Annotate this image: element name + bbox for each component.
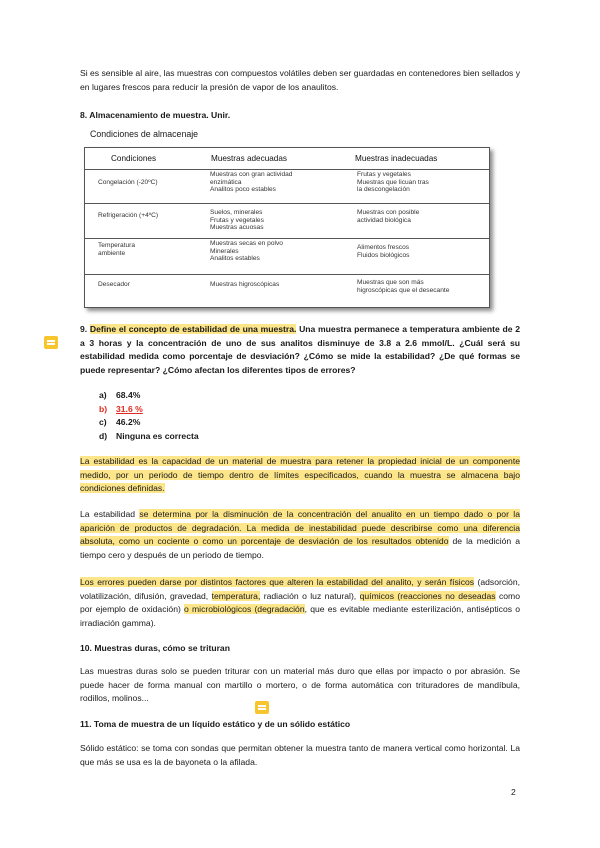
storage-conditions-table [84, 147, 490, 308]
page-number: 2 [511, 787, 516, 797]
table-header: Condiciones [111, 154, 157, 163]
section-8-heading: 8. Almacenamiento de muestra. Unir. [80, 110, 231, 120]
table-header: Muestras adecuadas [211, 154, 288, 163]
option-a: a) 68.4% [99, 390, 141, 400]
section-11-body: Sólido estático: se toma con sondas que permitan obtener la muestra tanto de manera vertical como horizontal. La que más se usa es la de bayoneta o la afilada. [80, 743, 520, 767]
table-cell: Alimentos frescos Fluidos biológicos [357, 244, 410, 259]
comment-icon[interactable] [44, 336, 58, 349]
table-cell: Desecador [98, 281, 130, 288]
table-cell: Muestras con posible actividad biológica [357, 209, 420, 224]
section-11-heading: 11. Toma de muestra de un líquido estático y de un sólido estático [80, 719, 351, 729]
paragraph-errors: Los errores pueden darse por distintos factores que alteren la estabilidad del analito, y serán físicos (adsorción, volatilización, difusión, gravedad, temperatura, radiación o luz natural), químicos (reacciones no deseadas como por ejemplo de oxidación) o microbiológicos (degradación, que es evitable mediante esterilización, antisépticos o irradiación gamma). [80, 577, 521, 628]
section-10-heading: 10. Muestras duras, cómo se trituran [80, 643, 230, 653]
table-cell: Muestras secas en polvo Minerales Analitos estables [210, 240, 283, 263]
table-cell: Muestras con gran actividad enzimática Analitos poco estables [210, 171, 293, 194]
question-9-highlight: Define el concepto de estabilidad de una muestra. [89, 324, 297, 334]
comment-icon[interactable] [255, 701, 269, 714]
question-9: 9. Define el concepto de estabilidad de una muestra. Una muestra permanece a temperatura ambiente de 2 a 3 horas y la concentración de uno de sus analitos disminuye de 3.8 a 2.6 mmol/L. ¿Cuál será su estabilidad medida como porcentaje de desviación? ¿Cómo se mide la estabilidad? ¿De qué formas se puede representar? ¿Cómo afectan los diferentes tipos de errores? [80, 324, 520, 375]
option-d: d) Ninguna es correcta [99, 431, 199, 441]
table-cell: Congelación (-20ºC) [98, 179, 158, 186]
paragraph-measurement: La estabilidad se determina por la disminución de la concentración del anualito en un tiempo dado o por la aparición de productos de degradación. La medida de inestabilidad puede describirse como una diferencia absoluta, como un cociente o como un porcentaje de desviación de los resultados obtenido de la medición a tiempo cero y después de un periodo de tiempo. [80, 509, 520, 560]
table-caption: Condiciones de almacenaje [90, 129, 199, 139]
table-header: Muestras inadecuadas [355, 154, 438, 163]
table-cell: Frutas y vegetales Muestras que licuan tras la descongelación [357, 171, 429, 194]
section-10-body: Las muestras duras solo se pueden triturar con un material más duro que ellas por impacto o por abrasión. Se puede hacer de forma manual con martillo o mortero, o de forma automática con trituradores de mandíbula, rodillos, molinos... [80, 666, 520, 703]
paragraph-definition: La estabilidad es la capacidad de un material de muestra para retener la propiedad inicial de un componente medido, por un periodo de tiempo dentro de límites especificados, cuando la muestra se almacena bajo condiciones definidas. [80, 456, 520, 493]
option-c: c) 46.2% [99, 417, 141, 427]
table-cell: Suelos, minerales Frutas y vegetales Muestras acuosas [210, 209, 264, 232]
table-cell: Muestras que son más higroscópicas que el desecante [357, 279, 450, 294]
intro-paragraph: Si es sensible al aire, las muestras con compuestos volátiles deben ser guardadas en contenedores bien sellados y en lugares frescos para reducir la presión de vapor de los anaulitos. [80, 68, 520, 92]
table-cell: Muestras higroscópicas [210, 281, 280, 288]
table-cell: Refrigeración (+4ºC) [98, 212, 159, 219]
option-b-correct: b) 31.6 % [99, 404, 143, 414]
table-cell: Temperatura ambiente [98, 242, 136, 257]
